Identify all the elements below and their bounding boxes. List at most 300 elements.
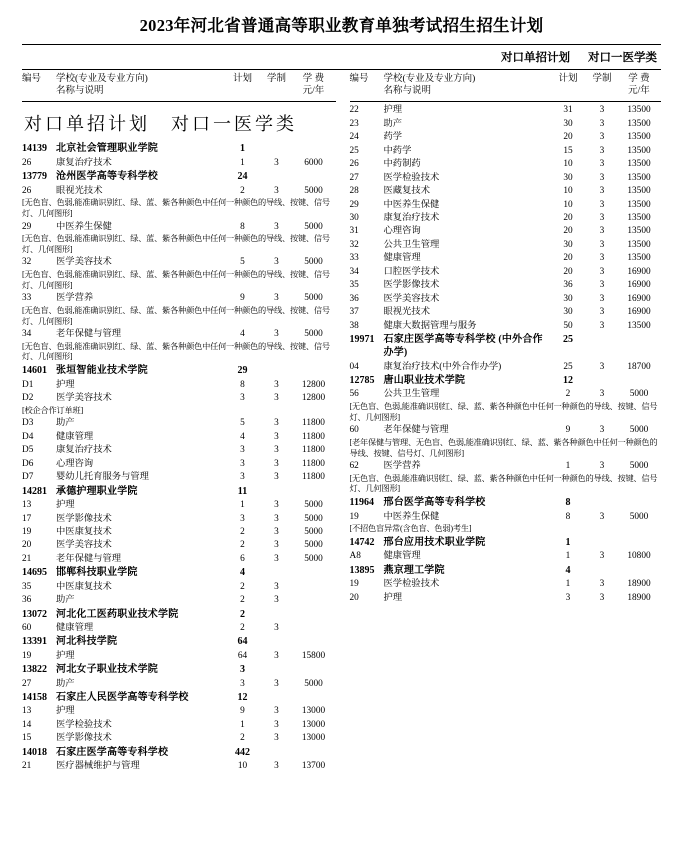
school-name: 石家庄医学高等专科学校 — [56, 746, 169, 758]
row-plan: 64 — [237, 636, 248, 648]
major-name: 眼视光技术 — [383, 307, 430, 318]
major-name: 护理 — [56, 379, 75, 390]
row-plan: 3 — [240, 458, 245, 469]
major-name: 医学美容技术 — [383, 293, 440, 304]
requirement-note-row — [350, 437, 662, 460]
row-plan: 1 — [240, 157, 245, 168]
row-code: 37 — [349, 307, 359, 318]
row-fee: 18900 — [627, 579, 651, 590]
row-fee — [292, 364, 336, 378]
row-plan: 4 — [240, 329, 245, 340]
major-name: 口腔医学技术 — [383, 266, 440, 277]
row-fee: 5000 — [304, 526, 323, 537]
row-length — [262, 635, 292, 649]
row-code: 35 — [349, 280, 359, 291]
row-fee — [292, 621, 336, 634]
major-name: 老年保健与管理 — [56, 553, 122, 564]
row-length: 3 — [274, 445, 279, 456]
row-code: D7 — [22, 472, 34, 483]
major-name: 康复治疗技术 — [383, 212, 440, 223]
row-fee — [617, 373, 661, 387]
row-plan: 8 — [240, 221, 245, 232]
major-name: 老年保健与管理 — [56, 329, 122, 340]
row-code: 19 — [22, 650, 32, 661]
row-code: 32 — [22, 257, 32, 268]
requirement-note-row — [22, 405, 336, 417]
major-name: 中药制药 — [383, 159, 421, 170]
row-plan: 10 — [237, 761, 248, 772]
row-fee — [292, 745, 336, 759]
row-length: 3 — [599, 389, 605, 400]
major-name: 康复治疗技术 — [56, 157, 112, 168]
row-length: 3 — [599, 307, 605, 318]
major-row — [22, 732, 336, 745]
row-fee — [617, 563, 661, 577]
row-code: D2 — [22, 393, 34, 404]
row-code: 27 — [349, 172, 359, 183]
row-code: 31 — [349, 226, 359, 237]
row-plan: 20 — [563, 253, 573, 264]
row-code: 14281 — [22, 485, 47, 497]
major-name: 药学 — [383, 132, 403, 143]
row-length: 3 — [274, 293, 279, 304]
row-fee: 5000 — [304, 257, 323, 268]
major-row — [350, 158, 662, 171]
major-name: 健康大数据管理与服务 — [383, 320, 477, 331]
row-fee: 6000 — [304, 157, 323, 168]
school-name: 石家庄医学高等专科学校 (中外合作办学) — [383, 334, 543, 359]
major-name: 护理 — [56, 650, 75, 661]
row-length: 3 — [599, 172, 605, 183]
row-length: 3 — [599, 239, 605, 250]
row-code: 26 — [22, 185, 32, 196]
requirement-note-row — [22, 341, 336, 364]
major-row — [350, 225, 662, 238]
school-name: 河北科技学院 — [56, 636, 118, 648]
major-row — [22, 184, 336, 197]
row-code: 25 — [349, 145, 359, 156]
row-code: 26 — [22, 157, 32, 168]
row-fee — [292, 607, 336, 621]
requirement-note-row — [22, 269, 336, 292]
school-name: 河北女子职业技术学院 — [56, 664, 158, 676]
row-fee: 5000 — [304, 293, 323, 304]
major-name: 中医养生保健 — [383, 199, 440, 210]
header-plan: 计划 — [558, 74, 578, 84]
row-code: 14695 — [22, 567, 47, 579]
row-plan: 6 — [240, 553, 245, 564]
major-row — [22, 760, 336, 773]
school-row — [350, 332, 662, 360]
major-name: 助产 — [56, 418, 75, 429]
section-banner: 对口单招计划 对口一医学类 — [24, 113, 297, 134]
row-code: 12785 — [349, 375, 375, 387]
row-fee: 5000 — [304, 329, 323, 340]
row-code: 34 — [22, 329, 32, 340]
row-plan: 9 — [565, 425, 571, 436]
row-code: 19 — [22, 526, 32, 537]
right-column-header — [350, 70, 662, 102]
row-length: 3 — [274, 553, 279, 564]
left-column — [22, 70, 342, 773]
requirement-note: [无色盲、色弱,能准确识别红、绿、蓝、紫各种颜色中任何一种颜色的导线、按键、信号灯、几何图形] — [22, 269, 330, 290]
major-name: 医学影像技术 — [383, 280, 440, 291]
major-row — [22, 539, 336, 552]
row-code: 19 — [349, 579, 359, 590]
major-name: 健康管理 — [56, 431, 94, 442]
major-name: 助产 — [383, 118, 403, 129]
row-fee: 5000 — [629, 461, 649, 472]
major-name: 助产 — [56, 595, 75, 606]
row-length: 3 — [599, 118, 605, 129]
row-code: 21 — [22, 761, 32, 772]
row-code: 29 — [22, 221, 32, 232]
row-code: 26 — [349, 159, 359, 170]
row-length: 3 — [599, 579, 605, 590]
row-plan: 4 — [565, 564, 571, 576]
row-fee: 18700 — [627, 361, 651, 372]
requirement-note: [无色盲、色弱,能准确识别红、绿、蓝、紫各种颜色中任何一种颜色的导线、按键、信号灯、几何图形] — [349, 473, 658, 494]
requirement-note-row — [350, 401, 662, 424]
school-row — [22, 142, 336, 156]
major-name: 医学检验技术 — [56, 719, 112, 730]
school-name: 邢台应用技术职业学院 — [383, 536, 486, 548]
row-length: 3 — [274, 719, 279, 730]
school-name: 张垣智能业技术学院 — [56, 365, 148, 377]
row-plan: 1 — [565, 551, 571, 562]
row-fee: 5000 — [304, 540, 323, 551]
row-code: 33 — [22, 293, 32, 304]
row-length — [587, 563, 617, 577]
row-length: 3 — [599, 461, 605, 472]
major-row — [350, 360, 662, 373]
row-code: 14742 — [349, 536, 375, 548]
major-name: 老年保健与管理 — [383, 425, 449, 436]
row-code: 62 — [349, 461, 359, 472]
row-length: 3 — [599, 253, 605, 264]
row-fee: 13500 — [627, 105, 651, 116]
major-row — [350, 238, 662, 251]
row-plan: 30 — [563, 293, 573, 304]
row-length: 3 — [274, 623, 279, 633]
row-code: 56 — [349, 389, 359, 400]
school-row — [22, 691, 336, 705]
row-fee: 13000 — [301, 719, 326, 730]
major-row — [350, 388, 662, 401]
major-name: 护理 — [56, 500, 75, 511]
header-code: 编号 — [349, 74, 369, 84]
row-plan: 1 — [565, 536, 571, 548]
header-code: 编号 — [22, 74, 42, 84]
row-code: 28 — [349, 186, 359, 197]
row-code: 13779 — [22, 171, 47, 183]
requirement-note-row — [350, 473, 662, 496]
school-row — [22, 635, 336, 649]
school-row — [22, 170, 336, 184]
row-plan: 3 — [240, 445, 245, 456]
row-plan: 2 — [240, 540, 245, 551]
row-fee: 13000 — [301, 706, 326, 717]
major-row — [350, 144, 662, 157]
requirement-note: [无色盲、色弱,能准确识别红、绿、蓝、紫各种颜色中任何一种颜色的导线、按键、信号灯、几何图形] — [22, 341, 330, 362]
row-code: 27 — [22, 678, 32, 689]
school-row — [22, 663, 336, 677]
major-name: 护理 — [56, 706, 75, 717]
row-fee: 13500 — [627, 212, 651, 223]
row-length: 3 — [274, 418, 279, 429]
row-code: 14 — [22, 719, 32, 730]
row-code: 23 — [349, 118, 359, 129]
row-code: 19971 — [349, 334, 375, 346]
row-fee: 5000 — [304, 185, 323, 196]
major-row — [22, 718, 336, 731]
row-fee: 11800 — [302, 418, 325, 429]
major-row — [22, 430, 336, 443]
major-row — [350, 550, 662, 563]
row-plan: 2 — [240, 581, 245, 592]
row-code: 14158 — [22, 692, 47, 704]
row-plan: 50 — [563, 320, 573, 331]
row-plan: 3 — [240, 664, 245, 676]
row-length — [262, 142, 292, 156]
row-code: 32 — [349, 239, 359, 250]
major-name: 医学影像技术 — [56, 513, 112, 524]
major-row — [22, 649, 336, 662]
row-fee: 10800 — [627, 551, 651, 562]
header-length: 学制 — [592, 74, 612, 84]
school-name: 沧州医学高等专科学校 — [56, 171, 158, 183]
right-plan-table — [350, 104, 662, 605]
row-length — [262, 566, 292, 580]
row-plan: 25 — [563, 361, 573, 372]
row-code: D4 — [22, 431, 34, 442]
row-plan: 3 — [240, 472, 245, 483]
row-length: 3 — [274, 157, 279, 168]
row-plan: 1 — [565, 461, 571, 472]
header-fee: 学 费 元/年 — [302, 74, 325, 96]
major-row — [22, 525, 336, 538]
row-length — [262, 484, 292, 498]
major-name: 健康管理 — [383, 253, 421, 264]
row-code: 13 — [22, 706, 32, 717]
row-code: 35 — [22, 581, 32, 592]
row-fee: 13500 — [627, 172, 651, 183]
row-code: 33 — [349, 253, 359, 264]
major-name: 眼视光技术 — [56, 185, 103, 196]
school-name: 河北化工医药职业技术学院 — [56, 608, 179, 620]
row-code: 29 — [349, 199, 359, 210]
row-length: 3 — [599, 592, 605, 603]
major-row — [22, 594, 336, 607]
row-fee: 16900 — [627, 307, 651, 318]
requirement-note-row — [22, 305, 336, 328]
major-name: 医学检验技术 — [383, 172, 440, 183]
major-row — [350, 292, 662, 305]
row-length: 3 — [274, 221, 279, 232]
major-name: 中医康复技术 — [56, 581, 112, 592]
row-fee — [617, 332, 661, 360]
row-plan: 5 — [240, 257, 245, 268]
major-name: 公共卫生管理 — [383, 239, 440, 250]
row-fee: 13700 — [301, 761, 326, 772]
header-name: 学校(专业及专业方向) 名称与说明 — [383, 74, 476, 96]
row-code: 20 — [22, 540, 32, 551]
row-code: D5 — [22, 445, 34, 456]
requirement-note: [无色盲、色弱,能准确识别红、绿、蓝、紫各种颜色中任何一种颜色的导线、按键、信号灯、几何图形] — [349, 401, 658, 422]
row-fee: 5000 — [304, 513, 323, 524]
row-length: 3 — [274, 329, 279, 340]
row-fee: 16900 — [627, 266, 651, 277]
requirement-note: [无色盲、色弱,能准确识别红、绿、蓝、紫各种颜色中任何一种颜色的导线、按键、信号灯、几何图形] — [22, 198, 330, 218]
major-name: 中药学 — [383, 145, 412, 156]
major-name: 中医养生保健 — [56, 221, 112, 232]
row-code: 60 — [349, 425, 359, 436]
requirement-note-row — [22, 233, 336, 256]
row-code: 14018 — [22, 746, 47, 758]
row-length: 3 — [599, 280, 605, 291]
major-row — [350, 104, 662, 117]
row-length: 3 — [599, 551, 605, 562]
row-fee: 16900 — [627, 280, 651, 291]
row-length — [587, 332, 617, 360]
row-plan: 5 — [240, 418, 245, 429]
major-row — [350, 198, 662, 211]
row-code: D6 — [22, 458, 34, 469]
row-plan: 1 — [565, 579, 571, 590]
row-code: 11964 — [349, 497, 374, 509]
row-fee: 13500 — [627, 159, 651, 170]
row-code: 21 — [22, 553, 32, 564]
row-length: 3 — [274, 500, 279, 511]
major-name: 康复治疗技术(中外合作办学) — [383, 361, 502, 372]
school-name: 燕京理工学院 — [383, 564, 445, 576]
row-plan: 25 — [563, 334, 573, 346]
major-row — [350, 171, 662, 184]
row-plan: 2 — [240, 526, 245, 537]
row-length: 3 — [599, 425, 605, 436]
row-fee — [292, 142, 336, 156]
row-length: 3 — [274, 678, 279, 689]
row-fee: 18900 — [627, 592, 651, 603]
row-fee: 13000 — [301, 733, 326, 744]
row-length — [262, 170, 292, 184]
row-code: 13895 — [349, 564, 375, 576]
row-fee: 5000 — [304, 500, 323, 511]
row-fee: 13500 — [627, 132, 651, 143]
row-length — [262, 364, 292, 378]
row-code: D1 — [22, 379, 34, 390]
row-length: 3 — [274, 431, 279, 442]
row-code: 22 — [349, 105, 359, 116]
header-plan: 计划 — [232, 74, 252, 84]
school-row — [22, 566, 336, 580]
row-length: 3 — [274, 706, 279, 717]
major-name: 中医康复技术 — [56, 526, 112, 537]
row-code: 19 — [349, 511, 359, 522]
section-tag-band — [22, 45, 661, 69]
row-length: 3 — [599, 145, 605, 156]
major-row — [350, 211, 662, 224]
row-fee: 12800 — [301, 379, 326, 390]
row-code: 24 — [349, 132, 359, 143]
row-fee: 5000 — [629, 389, 649, 400]
row-fee: 15800 — [301, 650, 326, 661]
row-fee: 5000 — [629, 511, 649, 522]
row-length: 3 — [599, 511, 605, 522]
major-name: 护理 — [383, 592, 403, 603]
row-plan: 10 — [563, 199, 573, 210]
row-length: 3 — [599, 212, 605, 223]
row-plan: 3 — [240, 393, 245, 404]
left-column-header — [22, 70, 336, 102]
row-code: 13822 — [22, 664, 47, 676]
row-length: 3 — [274, 257, 279, 268]
major-row — [22, 580, 336, 593]
row-plan: 8 — [565, 497, 571, 509]
row-length: 3 — [274, 185, 279, 196]
row-plan: 8 — [565, 511, 571, 522]
row-code: 13391 — [22, 636, 47, 648]
row-length: 3 — [599, 320, 605, 331]
row-fee: 13500 — [627, 118, 651, 129]
major-name: 康复治疗技术 — [56, 445, 112, 456]
row-length: 3 — [274, 472, 279, 483]
major-name: 中医养生保健 — [383, 511, 440, 522]
major-name: 医学美容技术 — [56, 257, 112, 268]
major-row — [350, 279, 662, 292]
row-fee — [292, 663, 336, 677]
major-name: 助产 — [56, 678, 75, 689]
school-row — [22, 745, 336, 759]
row-code: 17 — [22, 513, 32, 524]
row-length: 3 — [274, 761, 279, 772]
row-fee: 5000 — [304, 553, 323, 564]
row-length: 3 — [274, 540, 279, 551]
major-name: 婴幼儿托育服务与管理 — [56, 472, 149, 483]
row-fee: 13500 — [627, 226, 651, 237]
row-length — [587, 373, 617, 387]
row-plan: 2 — [240, 595, 245, 606]
row-plan: 11 — [237, 485, 248, 497]
major-row — [350, 265, 662, 278]
row-length — [262, 691, 292, 705]
row-length: 3 — [274, 650, 279, 661]
major-row — [22, 328, 336, 341]
major-name: 医学影像技术 — [56, 733, 112, 744]
row-length: 3 — [274, 581, 279, 592]
school-name: 石家庄人民医学高等专科学校 — [56, 692, 189, 704]
row-plan: 30 — [563, 118, 573, 129]
major-name: 医学美容技术 — [56, 393, 112, 404]
row-plan: 3 — [240, 678, 245, 689]
school-row — [350, 496, 662, 510]
row-fee — [292, 594, 336, 607]
major-row — [22, 621, 336, 634]
row-fee: 13500 — [627, 239, 651, 250]
row-plan: 1 — [240, 719, 245, 730]
major-row — [22, 392, 336, 405]
major-row — [22, 552, 336, 565]
row-plan: 10 — [563, 159, 573, 170]
major-name: 医疗器械维护与管理 — [56, 761, 140, 772]
row-code: 36 — [22, 595, 32, 606]
major-name: 心理咨询 — [383, 226, 421, 237]
section-tag-1: 对口单招计划 — [501, 52, 570, 64]
row-fee: 13500 — [627, 145, 651, 156]
row-plan: 36 — [563, 280, 573, 291]
row-plan: 2 — [240, 608, 245, 620]
row-fee: 13500 — [627, 199, 651, 210]
